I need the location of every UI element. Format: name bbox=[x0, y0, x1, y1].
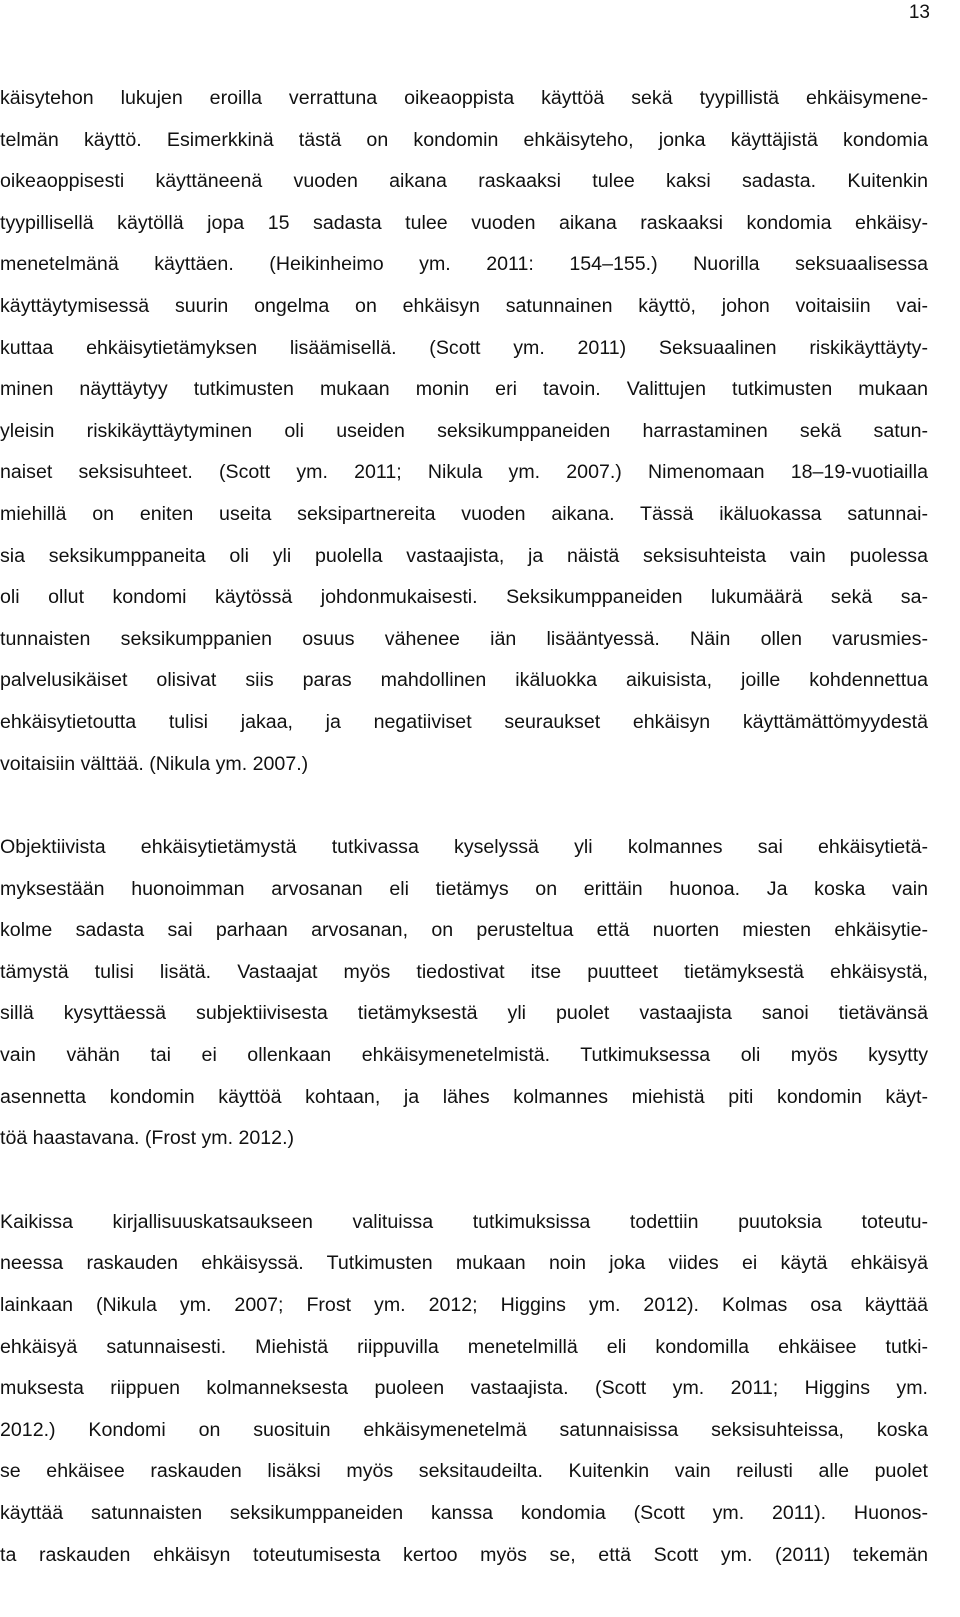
document-body bbox=[0, 78, 928, 1576]
paragraph-spacer bbox=[0, 785, 928, 827]
text-line: sillä kysyttäessä subjektiivisesta tietämyksestä yli puolet vastaajista sanoi tietävänsä bbox=[0, 1002, 928, 1025]
text-line: ehkäisyä satunnaisesti. Miehistä riippuvilla menetelmillä eli kondomilla ehkäisee tutki- bbox=[0, 1335, 928, 1358]
text-line: Kaikissa kirjallisuuskatsaukseen valituissa tutkimuksissa todettiin puutoksia toteutu- bbox=[0, 1210, 928, 1233]
text-line: palvelusikäiset olisivat siis paras mahdollinen ikäluokka aikuisista, joille kohdennettua bbox=[0, 669, 928, 692]
text-line: menetelmänä käyttäen. (Heikinheimo ym. 2011: 154–155.) Nuorilla seksuaalisessa bbox=[0, 253, 928, 276]
text-line: tämystä tulisi lisätä. Vastaajat myös tiedostivat itse puutteet tietämyksestä ehkäisystä, bbox=[0, 960, 928, 983]
text-line: ta raskauden ehkäisyn toteutumisesta kertoo myös se, että Scott ym. (2011) tekemän bbox=[0, 1543, 928, 1566]
paragraph-contraception-gaps bbox=[0, 1202, 928, 1576]
text-line: muksesta riippuen kolmanneksesta puoleen vastaajista. (Scott ym. 2011; Higgins ym. bbox=[0, 1377, 928, 1400]
text-line: käyttää satunnaisten seksikumppaneiden kanssa kondomia (Scott ym. 2011). Huonos- bbox=[0, 1502, 928, 1524]
text-line: käisytehon lukujen eroilla verrattuna oikeaoppista käyttöä sekä tyypillistä ehkäisymene- bbox=[0, 87, 928, 109]
text-line: vain vähän tai ei ollenkaan ehkäisymenetelmistä. Tutkimuksessa oli myös kysytty bbox=[0, 1044, 928, 1067]
text-line: kolme sadasta sai parhaan arvosanan, on perusteltua että nuorten miesten ehkäisytie- bbox=[0, 919, 928, 942]
paragraph-contraception-effectiveness bbox=[0, 78, 928, 785]
text-line: asennetta kondomin käyttöä kohtaan, ja lähes kolmannes miehistä piti kondomin käyt- bbox=[0, 1085, 928, 1108]
paragraph-contraception-knowledge bbox=[0, 827, 928, 1160]
text-line: oli ollut kondomi käytössä johdonmukaisesti. Seksikumppaneiden lukumäärä sekä sa- bbox=[0, 586, 928, 609]
text-line: myksestään huonoimman arvosanan eli tietämys on erittäin huonoa. Ja koska vain bbox=[0, 877, 928, 900]
text-line: yleisin riskikäyttäytyminen oli useiden seksikumppaneiden harrastaminen sekä satun- bbox=[0, 419, 928, 442]
text-line: töä haastavana. (Frost ym. 2012.) bbox=[0, 1127, 295, 1150]
text-line: ehkäisytietoutta tulisi jakaa, ja negatiiviset seuraukset ehkäisyn käyttämättömyydestä bbox=[0, 710, 928, 733]
text-line: voitaisiin välttää. (Nikula ym. 2007.) bbox=[0, 752, 309, 775]
text-line: lainkaan (Nikula ym. 2007; Frost ym. 2012; Higgins ym. 2012). Kolmas osa käyttää bbox=[0, 1294, 928, 1317]
text-line: se ehkäisee raskauden lisäksi myös seksitaudeilta. Kuitenkin vain reilusti alle puolet bbox=[0, 1460, 928, 1483]
text-line: minen näyttäytyy tutkimusten mukaan monin eri tavoin. Valittujen tutkimusten mukaan bbox=[0, 378, 928, 401]
text-line: sia seksikumppaneita oli yli puolella vastaajista, ja näistä seksisuhteista vain puolessa bbox=[0, 544, 928, 567]
text-line: käyttäytymisessä suurin ongelma on ehkäisyn satunnainen käyttö, johon voitaisiin vai- bbox=[0, 294, 928, 317]
text-line: naiset seksisuhteet. (Scott ym. 2011; Nikula ym. 2007.) Nimenomaan 18–19-vuotiailla bbox=[0, 461, 928, 484]
text-line: kuttaa ehkäisytietämyksen lisäämisellä. (Scott ym. 2011) Seksuaalinen riskikäyttäyty- bbox=[0, 336, 928, 359]
text-line: tyypillisellä käytöllä jopa 15 sadasta tulee vuoden aikana raskaaksi kondomia ehkäisy- bbox=[0, 211, 928, 234]
text-line: telmän käyttö. Esimerkkinä tästä on kondomin ehkäisyteho, jonka käyttäjistä kondomia bbox=[0, 128, 928, 151]
paragraph-spacer bbox=[0, 1160, 928, 1202]
text-line: 2012.) Kondomi on suosituin ehkäisymenetelmä satunnaisissa seksisuhteissa, koska bbox=[0, 1418, 928, 1441]
text-line: neessa raskauden ehkäisyssä. Tutkimusten mukaan noin joka viides ei käytä ehkäisyä bbox=[0, 1252, 928, 1275]
text-line: oikeaoppisesti käyttäneenä vuoden aikana raskaaksi tulee kaksi sadasta. Kuitenkin bbox=[0, 170, 928, 193]
text-line: Objektiivista ehkäisytietämystä tutkivassa kyselyssä yli kolmannes sai ehkäisytietä- bbox=[0, 836, 928, 859]
text-line: tunnaisten seksikumppanien osuus vähenee iän lisääntyessä. Näin ollen varusmies- bbox=[0, 627, 928, 650]
page-number: 13 bbox=[908, 2, 930, 23]
text-line: miehillä on eniten useita seksipartnereita vuoden aikana. Tässä ikäluokassa satunnai- bbox=[0, 502, 928, 525]
